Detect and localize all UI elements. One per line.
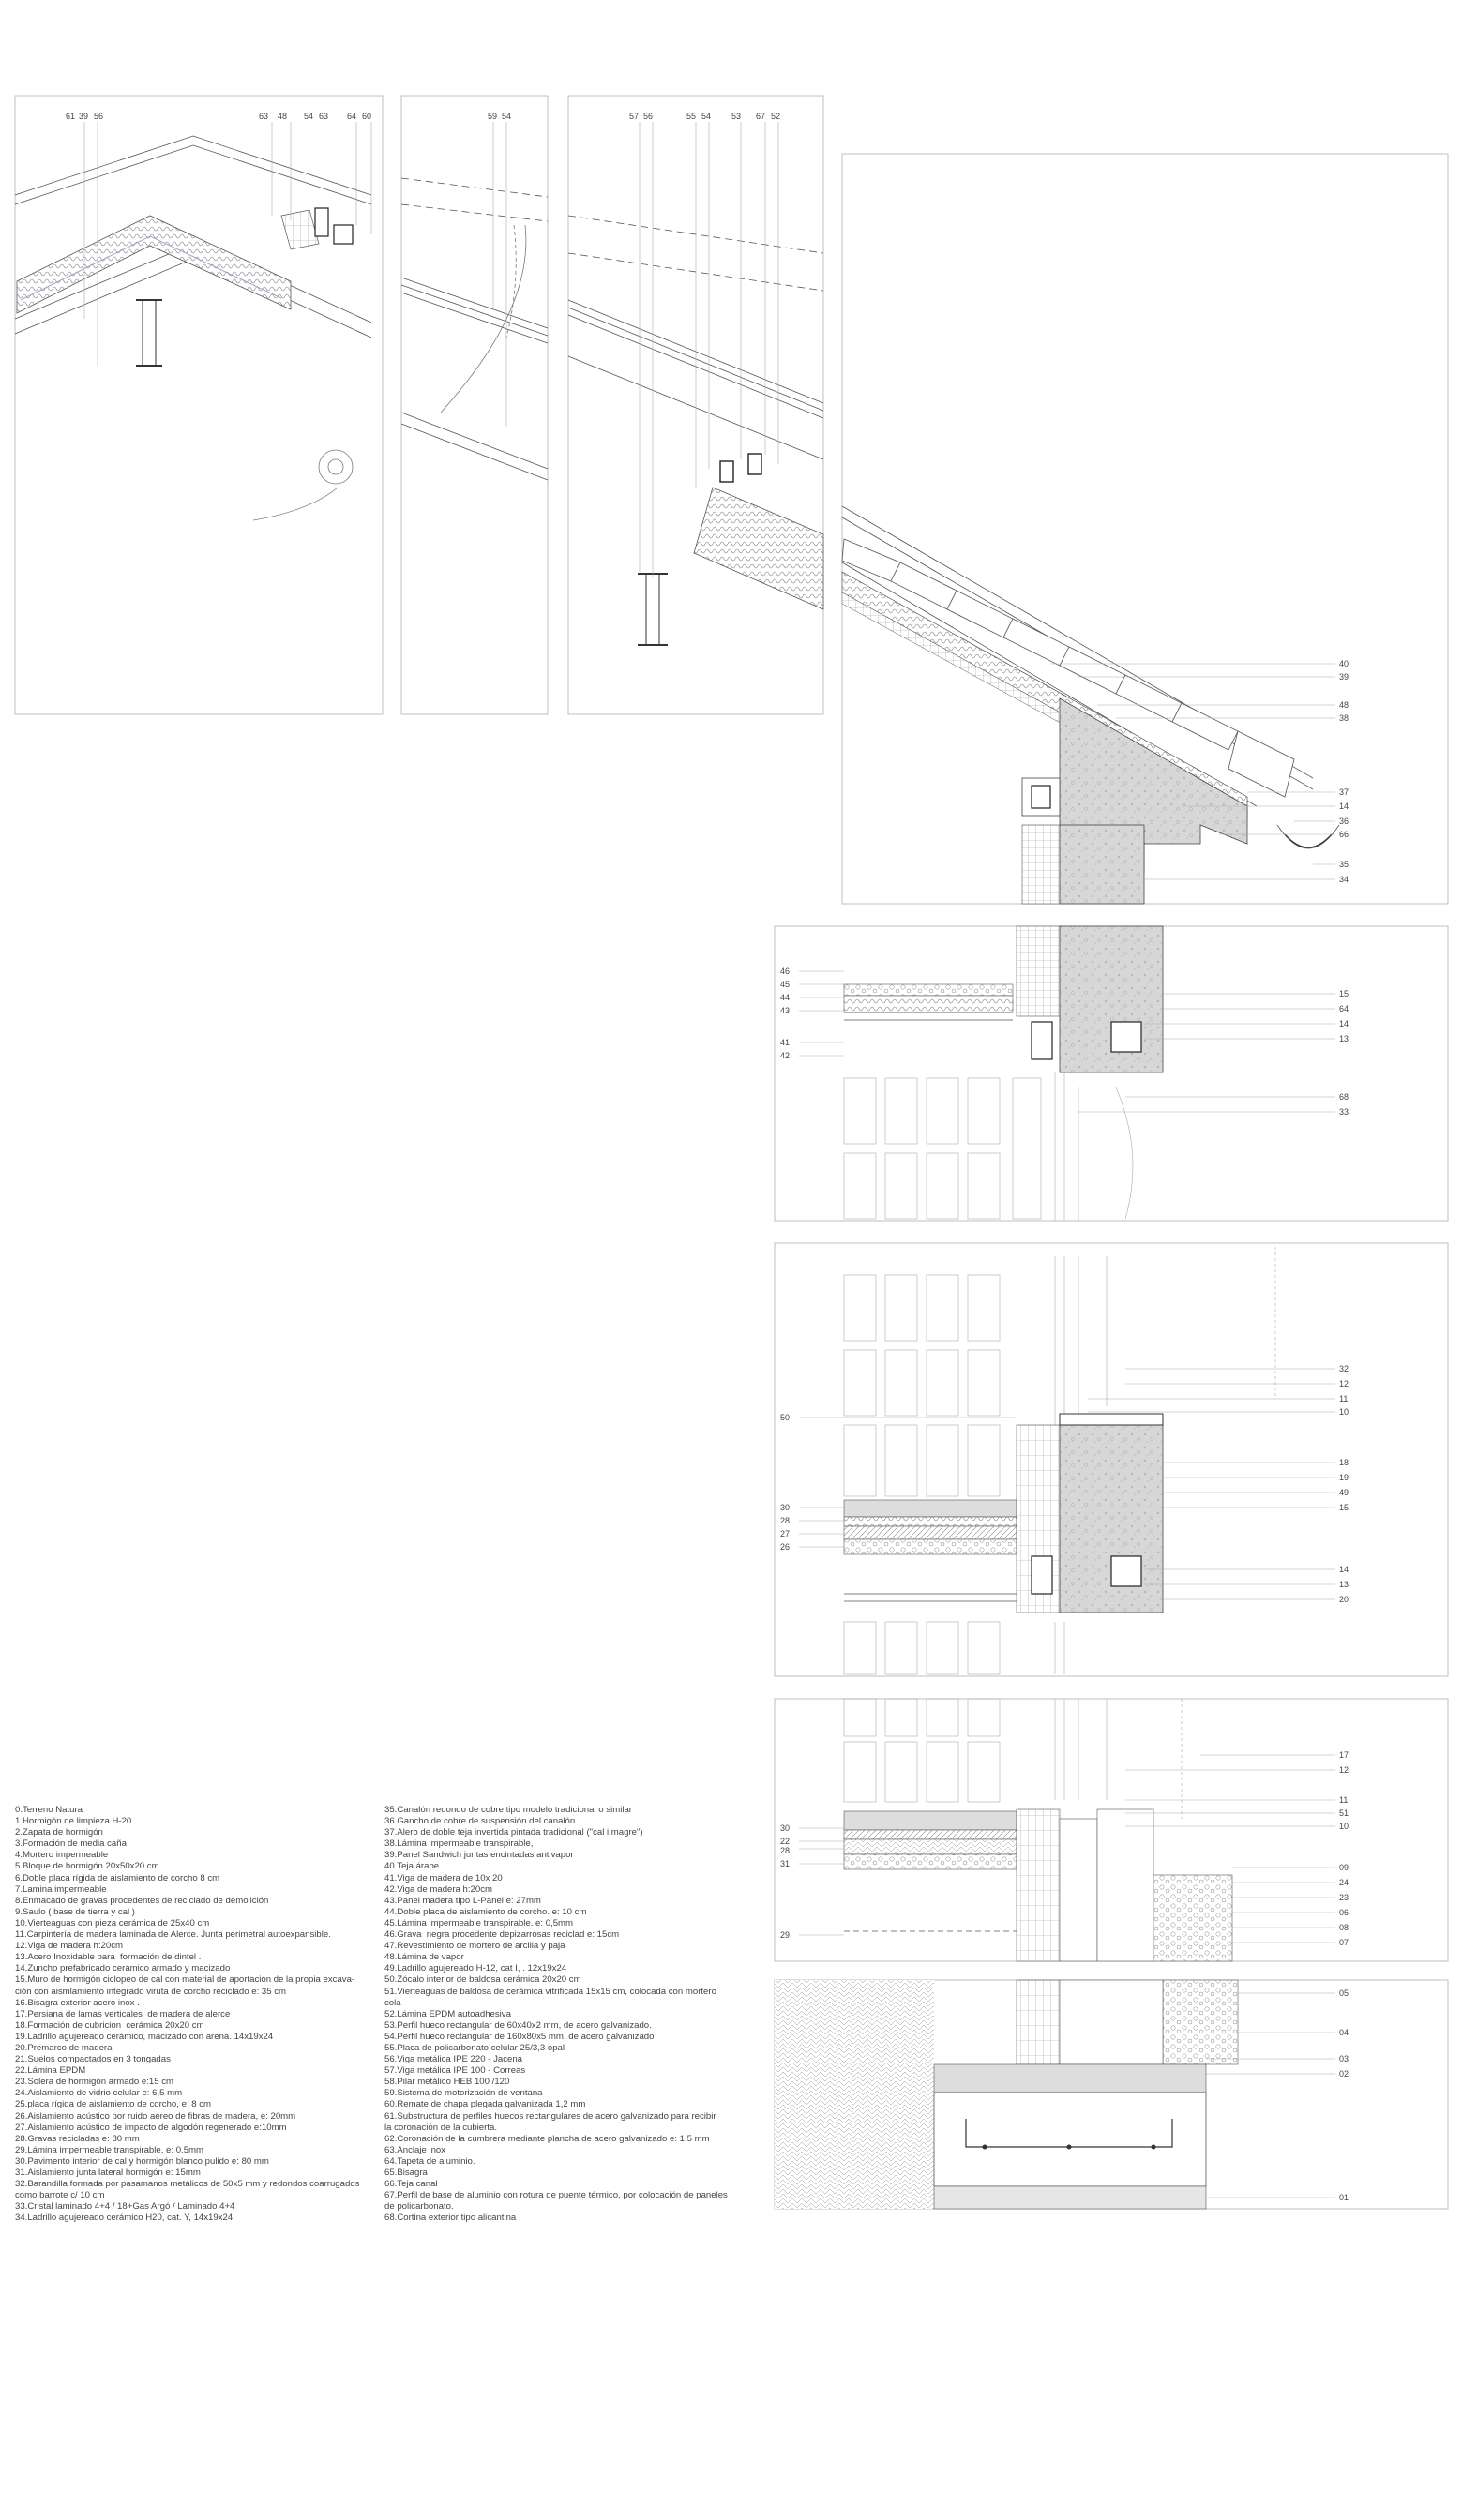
floor2-right-label: 12 [1339,1379,1349,1388]
legend-item: 36.Gancho de cobre de suspensión del canalón [384,1816,576,1827]
ridge-label: 63 [319,112,329,121]
eave-top-label: 56 [643,112,654,121]
eave-label: 48 [1339,700,1349,710]
floor1-right-label: 14 [1339,1019,1349,1028]
ground-right-label: 07 [1339,1938,1349,1947]
legend-item: 26.Aislamiento acústico por ruido aéreo de fibras de madera, e: 20mm [15,2110,296,2122]
legend-item: 64.Tapeta de aluminio. [384,2155,475,2167]
foundation-label: 05 [1339,1988,1349,1998]
legend-item: 42.Viga de madera h:20cm [384,1883,493,1895]
ridge-detail-panel [15,96,383,714]
ground-right-label: 10 [1339,1822,1349,1831]
floor-1-panel [775,926,1448,1221]
legend-item: 28.Gravas recicladas e: 80 mm [15,2133,140,2144]
ground-right-label: 11 [1339,1795,1349,1805]
legend-item: 25.placa rígida de aislamiento de corcho, e: 8 cm [15,2099,212,2110]
foundation-label: 02 [1339,2069,1349,2078]
floor1-left-label: 44 [780,993,791,1002]
eave-top-label: 67 [756,112,766,121]
legend-item: 14.Zuncho prefabricado cerámico armado y macizado [15,1963,231,1974]
legend-item: 43.Panel madera tipo L-Panel e: 27mm [384,1895,541,1906]
ground-left-label: 22 [780,1837,791,1846]
eave-label: 66 [1339,830,1349,839]
ground-left-label: 30 [780,1823,791,1833]
legend-item: 65.Bisagra [384,2168,428,2178]
legend-item: 12.Viga de madera h:20cm [15,1941,124,1952]
legend-item: 41.Viga de madera de 10x 20 [384,1872,503,1883]
legend-item: 50.Zócalo interior de baldosa cerámica 20x20 cm [384,1974,581,1986]
legend-item: 17.Persiana de lamas verticales de madera de alerce [15,2008,231,2019]
floor1-right-label: 33 [1339,1107,1349,1117]
legend-item: 0.Terreno Natura [15,1805,83,1815]
legend-item: 54.Perfil hueco rectangular de 160x80x5 mm, de acero galvanizado [384,2031,655,2042]
legend-left-column [15,1805,371,2224]
eave-label: 14 [1339,802,1349,811]
floor2-right-label: 20 [1339,1595,1349,1604]
legend-item: 33.Cristal laminado 4+4 / 18+Gas Argó / Laminado 4+4 [15,2201,235,2212]
legend-item: 20.Premarco de madera [15,2042,113,2053]
ground-left-label: 31 [780,1859,791,1868]
floor2-right-label: 10 [1339,1407,1349,1417]
eave-top-label: 55 [686,112,697,121]
legend-item: 11.Carpintería de madera laminada de Alerce. Junta perimetral autoexpansible. [15,1929,331,1941]
ridge-label: 48 [278,112,288,121]
legend-item: 9.Saulo ( base de tierra y cal ) [15,1906,135,1917]
ground-right-label: 51 [1339,1808,1349,1818]
floor2-right-label: 14 [1339,1565,1349,1574]
ridge-label: 63 [259,112,269,121]
foundation-panel [775,1980,1448,2209]
legend-item: 39.Panel Sandwich juntas encintadas antivapor [384,1850,574,1861]
ground-right-label: 08 [1339,1923,1349,1932]
floor1-left-label: 46 [780,967,791,976]
floor2-right-label: 49 [1339,1488,1349,1497]
legend-item: 7.Lamina impermeable [15,1883,107,1895]
ridge-label: 60 [362,112,372,121]
legend-item: 47.Revestimiento de mortero de arcilla y paja [384,1941,565,1952]
eave-main-panel [842,154,1448,904]
floor2-right-label: 19 [1339,1473,1349,1482]
legend-item: 53.Perfil hueco rectangular de 60x40x2 mm, de acero galvanizado. [384,2019,652,2031]
eave-label: 37 [1339,788,1349,797]
legend-item: 58.Pilar metálico HEB 100 /120 [384,2077,510,2088]
floor2-right-label: 32 [1339,1364,1349,1373]
legend-item: 35.Canalón redondo de cobre tipo modelo tradicional o similar [384,1805,632,1815]
floor2-left-label: 26 [780,1542,791,1552]
legend-item: 51.Vierteaguas de baldosa de cerámica vitrificada 15x15 cm, colocada con mortero cola [384,1986,716,2008]
eave-top-label: 53 [731,112,742,121]
legend-item: 66.Teja canal [384,2179,438,2190]
legend-item: 3.Formación de media caña [15,1838,127,1850]
legend-item: 67.Perfil de base de aluminio con rotura de puente térmico, por colocación de paneles de policarbonato. [384,2190,728,2212]
legend-item: 44.Doble placa de aislamiento de corcho. e: 10 cm [384,1906,587,1917]
floor1-right-label: 64 [1339,1004,1349,1013]
foundation-label: 04 [1339,2028,1349,2037]
ground-floor-panel [775,1699,1448,1961]
legend-item: 59.Sistema de motorización de ventana [384,2088,543,2099]
eave-top-label: 57 [629,112,640,121]
legend-item: 63.Anclaje inox [384,2144,446,2155]
legend-item: 2.Zapata de hormigón [15,1827,103,1838]
legend-item: 8.Enmacado de gravas procedentes de reciclado de demolición [15,1895,269,1906]
floor-2-panel [775,1243,1448,1676]
legend-item: 46.Grava negra procedente depizarrosas reciclad e: 15cm [384,1929,620,1941]
floor1-left-label: 43 [780,1006,791,1015]
legend-item: 45.Lámina impermeable transpirable. e: 0,5mm [384,1917,574,1928]
foundation-label: 03 [1339,2054,1349,2063]
eave-label: 39 [1339,672,1349,682]
eave-label: 38 [1339,713,1349,723]
floor2-right-label: 18 [1339,1458,1349,1467]
legend-item: 62.Coronación de la cumbrera mediante plancha de acero galvanizado e: 1,5 mm [384,2133,710,2144]
floor2-left-label: 30 [780,1503,791,1512]
eave-label: 35 [1339,860,1349,869]
legend-item: 60.Remate de chapa plegada galvanizada 1,2 mm [384,2099,586,2110]
floor2-left-label: 28 [780,1516,791,1525]
legend-item: 30.Pavimento interior de cal y hormigón blanco pulido e: 80 mm [15,2155,269,2167]
eave-label: 34 [1339,875,1349,884]
floor1-left-label: 42 [780,1051,791,1060]
legend-item: 56.Viga metálica IPE 220 - Jacena [384,2054,523,2065]
ground-right-label: 12 [1339,1765,1349,1775]
legend-item: 68.Cortina exterior tipo alicantina [384,2212,517,2224]
legend-item: 31.Aislamiento junta lateral hormigón e: 15mm [15,2168,201,2178]
mid-slope-panel [401,96,548,714]
mid-label: 54 [502,112,512,121]
ground-left-label: 29 [780,1930,791,1940]
legend-item: 10.Vierteaguas con pieza cerámica de 25x40 cm [15,1917,210,1928]
floor2-right-label: 13 [1339,1580,1349,1589]
eave-label: 36 [1339,817,1349,826]
floor1-right-label: 15 [1339,989,1349,998]
ground-right-label: 06 [1339,1908,1349,1917]
legend-right-column [384,1805,760,2224]
floor2-right-label: 11 [1339,1394,1349,1403]
ground-right-label: 23 [1339,1893,1349,1902]
legend-item: 4.Mortero impermeable [15,1850,109,1861]
ground-right-label: 09 [1339,1863,1349,1872]
eave-top-label: 52 [771,112,781,121]
legend-item: 18.Formación de cubricion cerámica 20x20 cm [15,2019,204,2031]
eave-top-label: 54 [701,112,712,121]
mid-label: 59 [488,112,498,121]
floor2-left-label: 27 [780,1529,791,1538]
floor2-left-label: 50 [780,1413,791,1422]
legend-item: 32.Barandilla formada por pasamanos metálicos de 50x5 mm y redondos coarrugados como barrote c/ 10 cm [15,2179,360,2201]
ground-right-label: 17 [1339,1750,1349,1760]
legend-item: 23.Solera de hormigón armado e:15 cm [15,2077,174,2088]
legend-item: 40.Teja árabe [384,1861,440,1872]
legend-item: 19.Ladrillo agujereado cerámico, macizado con arena. 14x19x24 [15,2031,274,2042]
legend-item: 37.Alero de doble teja invertida pintada tradicional ("cal i magre") [384,1827,643,1838]
ridge-label: 61 [66,112,76,121]
legend-item: 48.Lámina de vapor [384,1952,464,1963]
ridge-label: 64 [347,112,357,121]
ridge-label: 56 [94,112,104,121]
ground-left-label: 28 [780,1846,791,1855]
legend-item: 22.Lámina EPDM [15,2065,86,2077]
legend-item: 27.Aislamiento acústico de impacto de algodón regenerado e:10mm [15,2122,287,2133]
ridge-label: 54 [304,112,314,121]
ground-right-label: 24 [1339,1878,1349,1887]
legend-item: 61.Substructura de perfiles huecos rectangulares de acero galvanizado para recibir la coronación de la cubierta. [384,2110,716,2133]
floor1-right-label: 13 [1339,1034,1349,1043]
legend-item: 34.Ladrillo agujereado cerámico H20, cat. Y, 14x19x24 [15,2212,234,2224]
floor1-right-label: 68 [1339,1092,1349,1102]
legend-item: 15.Muro de hormigón ciclopeo de cal con material de aportación de la propia excava- ción con aismlamiento integrado viruta de corcho reciclado e: 35 cm [15,1974,355,1997]
floor2-right-label: 15 [1339,1503,1349,1512]
legend-item: 16.Bisagra exterior acero inox . [15,1997,140,2008]
legend-item: 29.Lámina impermeable transpirable, e: 0.5mm [15,2144,204,2155]
legend-item: 57.Viga metálica IPE 100 - Correas [384,2065,526,2077]
ridge-label: 39 [79,112,89,121]
floor1-left-label: 45 [780,980,791,989]
legend-item: 49.Ladrillo agujereado H-12, cat I, . 12x19x24 [384,1963,567,1974]
foundation-label: 01 [1339,2193,1349,2202]
legend-item: 24.Aislamiento de vidrio celular e: 6,5 mm [15,2088,183,2099]
legend-item: 55.Placa de policarbonato celular 25/3,3 opal [384,2042,565,2053]
eave-top-panel [568,96,823,714]
legend-item: 5.Bloque de hormigón 20x50x20 cm [15,1861,159,1872]
floor1-left-label: 41 [780,1038,791,1047]
legend-item: 6.Doble placa rígida de aislamiento de corcho 8 cm [15,1872,220,1883]
legend-item: 13.Acero Inoxidable para formación de dintel . [15,1952,202,1963]
legend-item: 38.Lámina impermeable transpirable, [384,1838,534,1850]
legend-item: 1.Hormigón de limpieza H-20 [15,1816,132,1827]
legend-item: 52.Lámina EPDM autoadhesiva [384,2008,511,2019]
eave-label: 40 [1339,659,1349,668]
legend-item: 21.Suelos compactados en 3 tongadas [15,2054,171,2065]
